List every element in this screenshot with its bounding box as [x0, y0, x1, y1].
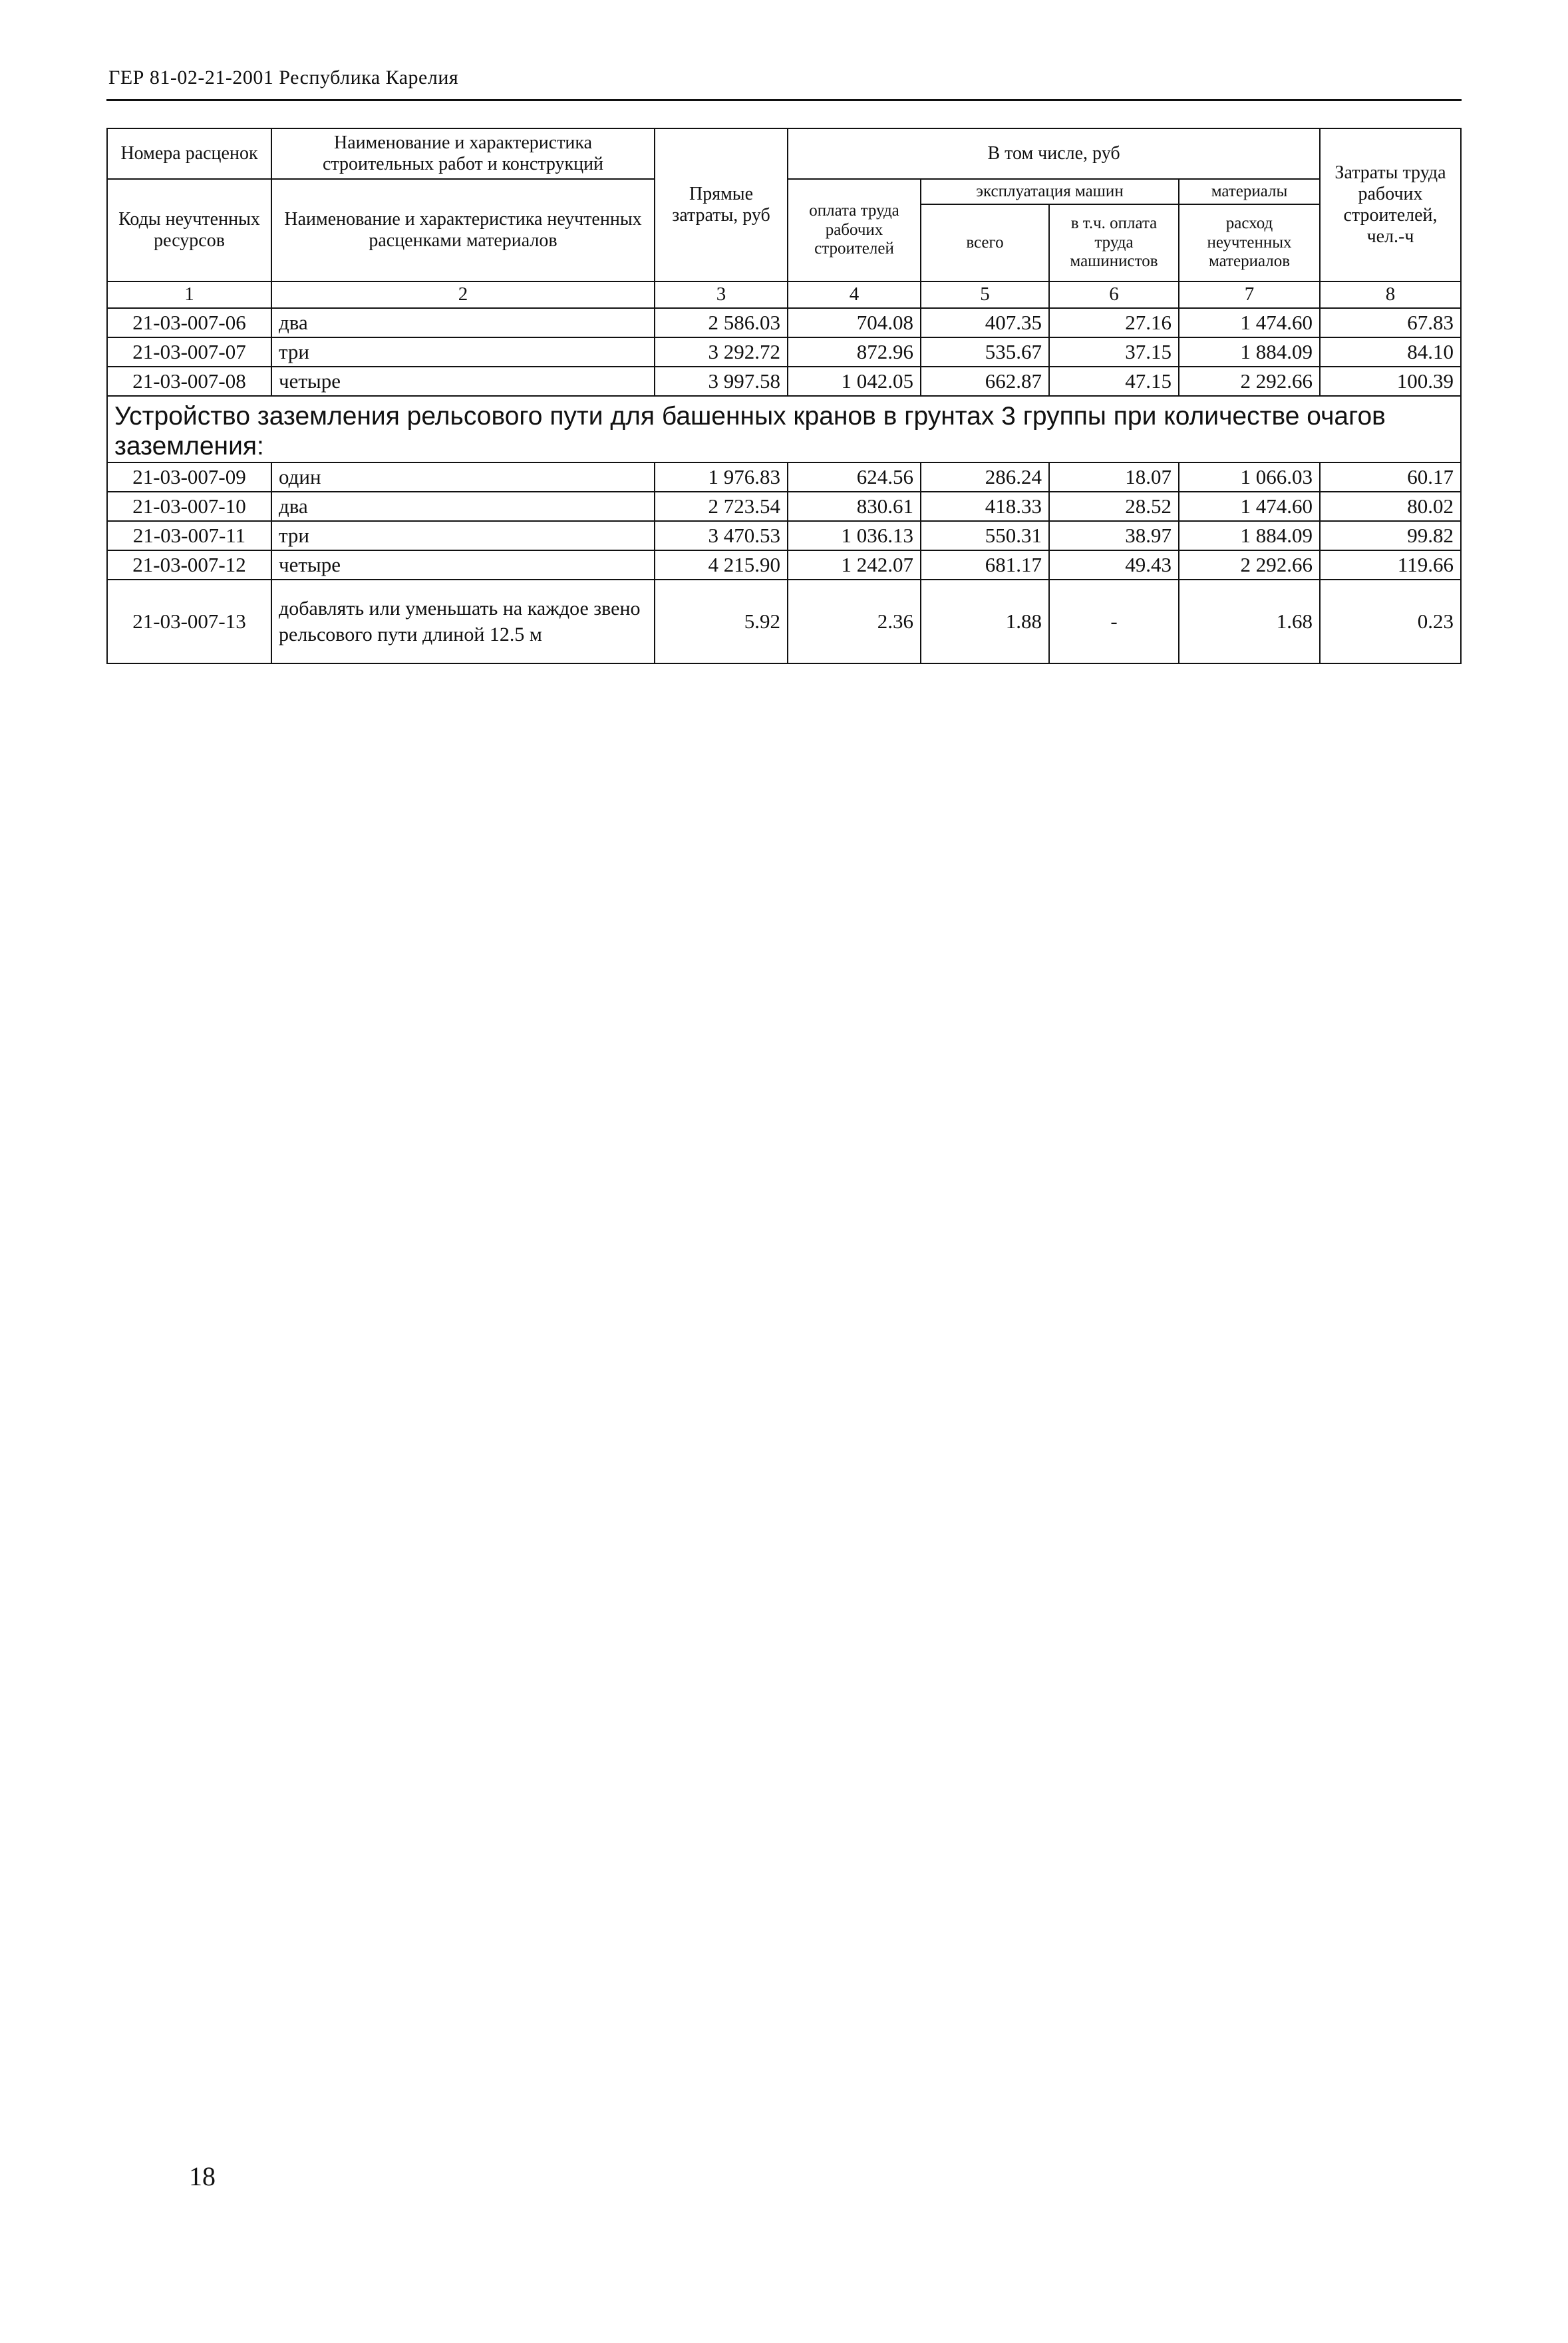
- labor-costs-value: 84.10: [1320, 337, 1461, 367]
- machine-wages-value: 37.15: [1049, 337, 1179, 367]
- direct-costs-value: 2 586.03: [655, 308, 788, 337]
- section-title-row: [107, 396, 1461, 462]
- machine-total-value: 1.88: [921, 580, 1049, 663]
- machine-wages-value: 18.07: [1049, 462, 1179, 492]
- header-work-name: Наименование и характеристика строительных работ и конструкций: [271, 128, 655, 179]
- header-direct-costs: Прямые затраты, руб: [655, 128, 788, 281]
- machine-wages-value: 27.16: [1049, 308, 1179, 337]
- materials-value: 1 474.60: [1179, 308, 1320, 337]
- machine-total-value: 535.67: [921, 337, 1049, 367]
- column-numbers-row: [107, 281, 1461, 308]
- header-labor-wages: оплата труда рабочих строителей: [788, 179, 921, 281]
- materials-value: 1 474.60: [1179, 492, 1320, 521]
- work-name: три: [271, 521, 655, 550]
- rate-code: 21-03-007-11: [107, 521, 271, 550]
- rate-code: 21-03-007-09: [107, 462, 271, 492]
- materials-value: 1 884.09: [1179, 521, 1320, 550]
- labor-costs-value: 0.23: [1320, 580, 1461, 663]
- header-resource-codes: Коды неучтенных ресурсов: [107, 179, 271, 281]
- materials-value: 1 884.09: [1179, 337, 1320, 367]
- work-name: два: [271, 492, 655, 521]
- direct-costs-value: 3 997.58: [655, 367, 788, 396]
- page-header: ГЕР 81-02-21-2001 Республика Карелия: [108, 67, 459, 89]
- machine-wages-value: 49.43: [1049, 550, 1179, 580]
- direct-costs-value: 3 292.72: [655, 337, 788, 367]
- labor-wages-value: 704.08: [788, 308, 921, 337]
- column-number: 1: [107, 281, 271, 308]
- direct-costs-value: 1 976.83: [655, 462, 788, 492]
- labor-wages-value: 624.56: [788, 462, 921, 492]
- rate-code: 21-03-007-06: [107, 308, 271, 337]
- work-name: добавлять или уменьшать на каждое звено рельсового пути длиной 12.5 м: [271, 580, 655, 663]
- machine-wages-value: 28.52: [1049, 492, 1179, 521]
- table-row: [107, 367, 1461, 396]
- header-rate-numbers: Номера расценок: [107, 128, 271, 179]
- rate-code: 21-03-007-07: [107, 337, 271, 367]
- work-name: два: [271, 308, 655, 337]
- labor-costs-value: 60.17: [1320, 462, 1461, 492]
- direct-costs-value: 4 215.90: [655, 550, 788, 580]
- machine-total-value: 681.17: [921, 550, 1049, 580]
- rate-code: 21-03-007-13: [107, 580, 271, 663]
- labor-wages-value: 1 042.05: [788, 367, 921, 396]
- rate-code: 21-03-007-10: [107, 492, 271, 521]
- table-row: [107, 521, 1461, 550]
- labor-costs-value: 119.66: [1320, 550, 1461, 580]
- labor-wages-value: 872.96: [788, 337, 921, 367]
- labor-wages-value: 2.36: [788, 580, 921, 663]
- machine-total-value: 550.31: [921, 521, 1049, 550]
- column-number: 6: [1049, 281, 1179, 308]
- machine-wages-value: 38.97: [1049, 521, 1179, 550]
- column-number: 4: [788, 281, 921, 308]
- work-name: четыре: [271, 550, 655, 580]
- section-title: Устройство заземления рельсового пути для башенных кранов в грунтах 3 группы при количестве очагов заземления:: [107, 396, 1461, 462]
- column-number: 5: [921, 281, 1049, 308]
- machine-total-value: 286.24: [921, 462, 1049, 492]
- labor-costs-value: 80.02: [1320, 492, 1461, 521]
- machine-total-value: 407.35: [921, 308, 1049, 337]
- machine-total-value: 662.87: [921, 367, 1049, 396]
- table-row: [107, 580, 1461, 663]
- column-number: 3: [655, 281, 788, 308]
- table-row: [107, 462, 1461, 492]
- table-row: [107, 550, 1461, 580]
- labor-costs-value: 67.83: [1320, 308, 1461, 337]
- labor-wages-value: 1 242.07: [788, 550, 921, 580]
- work-name: четыре: [271, 367, 655, 396]
- header-including: В том числе, руб: [788, 128, 1320, 179]
- direct-costs-value: 3 470.53: [655, 521, 788, 550]
- rates-table: [106, 128, 1462, 664]
- column-number: 2: [271, 281, 655, 308]
- table-row: [107, 337, 1461, 367]
- materials-value: 1 066.03: [1179, 462, 1320, 492]
- materials-value: 1.68: [1179, 580, 1320, 663]
- page-number: 18: [189, 2161, 216, 2191]
- header-machine-operation: эксплуатация машин: [921, 179, 1179, 204]
- column-number: 7: [1179, 281, 1320, 308]
- labor-wages-value: 830.61: [788, 492, 921, 521]
- table-row: [107, 492, 1461, 521]
- direct-costs-value: 5.92: [655, 580, 788, 663]
- header-machine-total: всего: [921, 204, 1049, 281]
- direct-costs-value: 2 723.54: [655, 492, 788, 521]
- header-materials-unaccounted: расход неучтенных материалов: [1179, 204, 1320, 281]
- work-name: один: [271, 462, 655, 492]
- labor-costs-value: 100.39: [1320, 367, 1461, 396]
- machine-wages-value: -: [1049, 580, 1179, 663]
- labor-costs-value: 99.82: [1320, 521, 1461, 550]
- labor-wages-value: 1 036.13: [788, 521, 921, 550]
- rate-code: 21-03-007-12: [107, 550, 271, 580]
- machine-total-value: 418.33: [921, 492, 1049, 521]
- materials-value: 2 292.66: [1179, 550, 1320, 580]
- header-rule: [106, 99, 1462, 101]
- header-material-name: Наименование и характеристика неучтенных расценками материалов: [271, 179, 655, 281]
- work-name: три: [271, 337, 655, 367]
- machine-wages-value: 47.15: [1049, 367, 1179, 396]
- rate-code: 21-03-007-08: [107, 367, 271, 396]
- header-labor-costs: Затраты труда рабочих строителей, чел.-ч: [1320, 128, 1461, 281]
- header-machine-wages: в т.ч. оплата труда машинистов: [1049, 204, 1179, 281]
- table-row: [107, 308, 1461, 337]
- header-row-1: [107, 128, 1461, 179]
- header-materials: материалы: [1179, 179, 1320, 204]
- materials-value: 2 292.66: [1179, 367, 1320, 396]
- column-number: 8: [1320, 281, 1461, 308]
